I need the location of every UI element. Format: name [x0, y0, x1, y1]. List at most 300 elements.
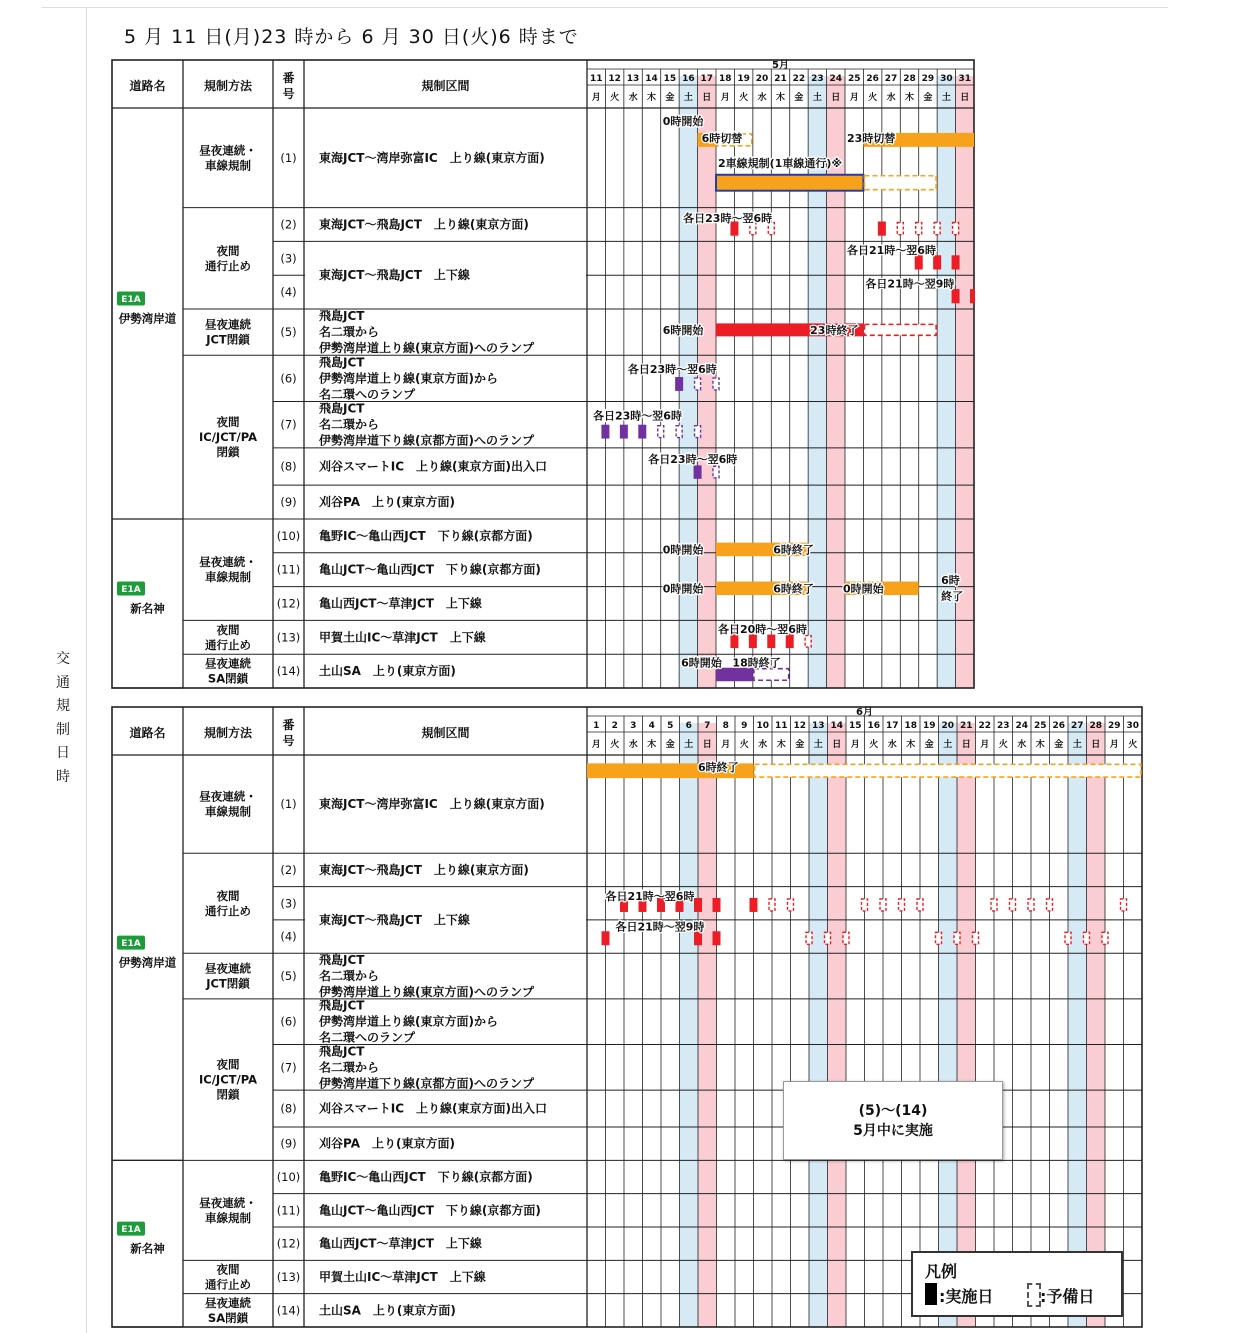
weekday-label: 日 — [702, 93, 712, 103]
weekday-label: 月 — [980, 740, 990, 750]
method-label: 昼夜連続・ — [199, 1195, 257, 1210]
route-badge-text: E1A — [121, 584, 141, 595]
page-divider — [42, 7, 1168, 8]
month-label: 6月 — [856, 707, 873, 718]
section-label: 伊勢湾岸道上り線(東京方面)へのランプ — [319, 985, 534, 1000]
reserve-day-mark — [676, 426, 682, 438]
saturday-column — [939, 723, 958, 1327]
reserve-day-mark — [991, 899, 997, 911]
section-label: 亀野IC～亀山西JCT 下り線(京都方面) — [319, 528, 533, 543]
schedule-note: 終了 — [941, 590, 964, 604]
row-number: (4) — [280, 285, 297, 300]
saturday-column — [809, 723, 828, 1327]
section-label: 亀野IC～亀山西JCT 下り線(京都方面) — [319, 1169, 533, 1184]
day-number: 19 — [922, 721, 936, 731]
weekday-label: 木 — [776, 740, 786, 750]
row-number: (14) — [276, 664, 301, 679]
actual-day-mark — [675, 377, 683, 391]
day-number: 30 — [1126, 721, 1140, 731]
day-number: 13 — [626, 74, 640, 84]
section-label: 刈谷PA 上り(東京方面) — [319, 495, 455, 510]
day-number: 24 — [1015, 721, 1029, 731]
implementation-note — [783, 1081, 1003, 1160]
weekday-label: 木 — [904, 93, 915, 103]
day-number: 23 — [811, 74, 824, 84]
legend-reserve-label: :予備日 — [1040, 1287, 1095, 1306]
weekday-label: 木 — [646, 93, 657, 103]
schedule-note: 各日23時～翌6時 — [593, 409, 682, 423]
weekday-label: 土 — [1072, 740, 1082, 750]
day-number: 21 — [959, 721, 973, 731]
method-label: 夜間 — [216, 622, 240, 637]
table-frame — [112, 707, 1142, 1327]
method-label: 車線規制 — [205, 804, 251, 819]
method-label: 夜間 — [216, 415, 240, 430]
row-number: (1) — [280, 797, 297, 812]
weekday-label: 火 — [739, 93, 749, 103]
legend — [911, 1251, 1123, 1317]
reserve-day-mark — [916, 222, 922, 234]
reserve-day-mark — [1028, 899, 1034, 911]
route-badge-text: E1A — [121, 294, 141, 305]
weekday-label: 日 — [831, 93, 841, 103]
day-number: 12 — [793, 721, 807, 731]
weekday-label: 水 — [887, 740, 897, 750]
schedule-note: 6時 — [941, 573, 960, 587]
method-label: SA閉鎖 — [207, 1310, 249, 1325]
method-label: 車線規制 — [205, 570, 251, 585]
actual-day-mark — [750, 898, 758, 912]
schedule-note: 6時開始 — [681, 656, 722, 670]
day-number: 20 — [941, 721, 955, 731]
schedule-note: 各日20時～翌6時 — [718, 622, 807, 636]
row-number: (1) — [280, 150, 297, 165]
day-number: 3 — [630, 721, 637, 731]
actual-day-mark — [694, 898, 702, 912]
section-label: 飛島JCT — [319, 401, 365, 416]
legend-title: 凡例 — [925, 1262, 958, 1281]
reserve-day-mark — [713, 466, 719, 477]
day-number: 6 — [685, 721, 692, 731]
actual-day-mark — [730, 635, 738, 649]
section-label: 甲賀土山IC～草津JCT 上下線 — [319, 630, 486, 645]
reserve-day-mark — [695, 426, 701, 438]
actual-day-mark — [601, 425, 609, 439]
section-label: 伊勢湾岸道上り線(東京方面)へのランプ — [319, 341, 534, 356]
method-label: IC/JCT/PA — [199, 430, 257, 445]
weekday-label: 火 — [1128, 740, 1138, 750]
method-label: JCT閉鎖 — [206, 976, 250, 991]
reserve-day-swatch — [1027, 1283, 1041, 1307]
method-label: 車線規制 — [205, 158, 251, 173]
day-number: 8 — [722, 721, 729, 731]
day-number: 22 — [792, 74, 806, 84]
actual-day-mark — [952, 289, 960, 303]
side-label: 交通規制日時 — [56, 651, 70, 785]
schedule-note: 23時終了 — [810, 323, 859, 337]
road-name: 新名神 — [130, 1241, 165, 1256]
method-label: 夜間 — [216, 1262, 240, 1277]
row-number: (14) — [276, 1303, 301, 1318]
day-number: 31 — [958, 74, 972, 84]
reserve-day-mark — [953, 222, 959, 234]
schedule-note: 各日21時～翌9時 — [865, 277, 955, 291]
weekday-label: 月 — [591, 93, 601, 103]
day-number: 18 — [718, 74, 732, 84]
reserve-day-mark — [897, 222, 903, 234]
day-number: 29 — [921, 74, 935, 84]
day-number: 22 — [978, 721, 992, 731]
section-label: 飛島JCT — [319, 1044, 365, 1059]
month-label: 5月 — [772, 60, 789, 71]
section-label: 亀山JCT～亀山西JCT 下り線(京都方面) — [319, 1203, 541, 1218]
section-label: 伊勢湾岸道上り線(東京方面)から — [319, 1014, 498, 1029]
header-number: 号 — [282, 734, 295, 748]
weekday-label: 月 — [721, 740, 731, 750]
day-number: 19 — [737, 74, 750, 84]
actual-day-mark — [694, 465, 702, 478]
day-number: 17 — [885, 721, 899, 731]
day-number: 29 — [1107, 721, 1121, 731]
actual-day-mark — [878, 221, 886, 235]
day-number: 27 — [884, 74, 898, 84]
method-label: 夜間 — [216, 243, 240, 258]
method-label: 閉鎖 — [216, 1087, 240, 1102]
row-number: (9) — [280, 495, 297, 510]
section-label: 飛島JCT — [319, 309, 365, 324]
schedule-note: 6時終了 — [773, 582, 814, 596]
section-label: 東海JCT～飛島JCT 上下線 — [319, 268, 470, 283]
weekday-label: 土 — [941, 93, 951, 103]
note-text: 5月中に実施 — [853, 1122, 933, 1139]
sunday-column — [828, 723, 847, 1327]
weekday-label: 月 — [850, 740, 860, 750]
header-section: 規制区間 — [421, 79, 470, 93]
weekday-label: 金 — [924, 740, 934, 750]
weekday-label: 金 — [665, 93, 675, 103]
schedule-note: 6時開始 — [662, 323, 704, 337]
method-label: 昼夜連続 — [205, 656, 251, 671]
row-number: (11) — [276, 562, 301, 577]
actual-period-bar — [716, 175, 863, 191]
weekday-label: 土 — [813, 740, 823, 750]
method-label: 夜間 — [216, 1057, 240, 1072]
actual-day-mark — [713, 898, 721, 912]
section-label: 名二環から — [319, 417, 380, 432]
reserve-period-bar — [754, 669, 789, 681]
actual-day-mark — [952, 255, 960, 269]
day-number: 24 — [829, 74, 843, 84]
weekday-label: 日 — [961, 740, 971, 750]
row-number: (6) — [280, 371, 297, 386]
weekday-label: 水 — [1017, 740, 1027, 750]
weekday-label: 木 — [775, 93, 786, 103]
method-label: 昼夜連続 — [205, 1295, 251, 1310]
day-number: 9 — [741, 721, 748, 731]
method-label: 閉鎖 — [216, 445, 240, 460]
section-label: 甲賀土山IC～草津JCT 上下線 — [319, 1269, 486, 1284]
weekday-label: 日 — [832, 740, 842, 750]
section-label: 伊勢湾岸道上り線(東京方面)から — [319, 371, 498, 386]
reserve-day-mark — [769, 899, 775, 911]
row-number: (3) — [280, 896, 297, 911]
schedule-note: 0時開始 — [662, 582, 704, 596]
method-label: 昼夜連続・ — [199, 143, 257, 158]
weekday-label: 金 — [795, 740, 805, 750]
row-number: (5) — [280, 325, 297, 340]
weekday-label: 月 — [720, 93, 730, 103]
day-number: 16 — [682, 74, 695, 84]
weekday-label: 木 — [906, 740, 916, 750]
weekday-label: 日 — [960, 93, 970, 103]
day-number: 4 — [648, 721, 655, 731]
reserve-day-mark — [1102, 932, 1108, 944]
row-number: (12) — [276, 596, 301, 611]
section-label: 東海JCT～湾岸弥富IC 上り線(東京方面) — [319, 150, 545, 165]
reserve-day-mark — [1065, 932, 1071, 944]
day-number: 5 — [667, 721, 674, 731]
header-number: 番 — [282, 718, 295, 732]
section-label: 亀山西JCT～草津JCT 上下線 — [319, 596, 482, 611]
method-label: 昼夜連続・ — [199, 789, 257, 804]
schedule-note: 6時終了 — [698, 760, 739, 774]
actual-day-mark — [767, 635, 775, 649]
section-label: 刈谷スマートIC 上り線(東京方面)出入口 — [319, 459, 548, 474]
weekday-label: 水 — [628, 740, 638, 750]
method-label: JCT閉鎖 — [206, 332, 250, 347]
actual-day-mark — [749, 635, 757, 649]
row-number: (13) — [276, 630, 301, 645]
method-label: 昼夜連続・ — [199, 555, 257, 570]
row-number: (2) — [280, 862, 297, 877]
section-label: 土山SA 上り(東京方面) — [319, 664, 456, 679]
reserve-day-mark — [1010, 899, 1016, 911]
section-label: 名二環から — [319, 1060, 380, 1075]
period-title: 5 月 11 日(月)23 時から 6 月 30 日(火)6 時まで — [124, 26, 579, 48]
day-number: 11 — [774, 721, 788, 731]
section-label: 東海JCT～飛島JCT 上り線(東京方面) — [319, 217, 529, 232]
reserve-day-mark — [1047, 899, 1053, 911]
reserve-day-mark — [934, 222, 940, 234]
weekday-label: 火 — [998, 740, 1008, 750]
row-number: (7) — [280, 417, 297, 432]
method-label: 通行止め — [205, 903, 251, 918]
header-method: 規制方法 — [203, 79, 253, 93]
day-number: 2 — [611, 721, 618, 731]
sunday-column — [1087, 723, 1106, 1327]
method-label: 通行止め — [205, 1277, 251, 1292]
weekday-label: 月 — [849, 93, 859, 103]
day-number: 17 — [700, 74, 714, 84]
day-number: 14 — [830, 721, 844, 731]
reserve-day-mark — [695, 378, 701, 390]
weekday-label: 土 — [684, 740, 694, 750]
row-number: (8) — [280, 459, 297, 474]
weekday-label: 日 — [702, 740, 712, 750]
row-number: (6) — [280, 1014, 297, 1029]
schedule-note: 各日23時～翌6時 — [627, 363, 717, 377]
reserve-day-mark — [899, 899, 905, 911]
reserve-period-bar — [755, 764, 1142, 777]
weekday-label: 月 — [1109, 740, 1119, 750]
day-number: 1 — [593, 721, 600, 731]
day-number: 21 — [774, 74, 787, 84]
section-label: 東海JCT～飛島JCT 上下線 — [319, 912, 470, 927]
reserve-day-mark — [1121, 899, 1127, 911]
reserve-day-mark — [843, 932, 849, 944]
day-number: 16 — [867, 721, 881, 731]
reserve-day-mark — [954, 932, 960, 944]
header-road: 道路名 — [129, 79, 166, 93]
weekday-label: 木 — [1035, 740, 1045, 750]
row-number: (10) — [276, 528, 301, 543]
day-number: 27 — [1070, 721, 1084, 731]
reserve-day-mark — [658, 426, 664, 438]
weekday-label: 月 — [591, 740, 601, 750]
day-number: 13 — [811, 721, 825, 731]
legend-actual-label: :実施日 — [939, 1287, 994, 1306]
row-number: (2) — [280, 217, 297, 232]
method-label: 夜間 — [216, 888, 240, 903]
method-label: 昼夜連続 — [205, 961, 251, 976]
road-name: 新名神 — [130, 601, 165, 616]
day-number: 25 — [1033, 721, 1047, 731]
reserve-day-mark — [936, 932, 942, 944]
weekday-label: 火 — [868, 93, 878, 103]
day-number: 26 — [866, 74, 879, 84]
row-number: (11) — [276, 1203, 301, 1218]
schedule-note: 6時切替 — [701, 131, 743, 145]
row-number: (5) — [280, 969, 297, 984]
reserve-day-mark — [713, 378, 719, 390]
schedule-note: 6時終了 — [773, 543, 814, 557]
section-label: 刈谷スマートIC 上り線(東京方面)出入口 — [319, 1101, 548, 1116]
header-road: 道路名 — [129, 726, 166, 740]
method-label: 通行止め — [205, 637, 251, 652]
saturday-column — [680, 723, 699, 1327]
actual-day-mark — [713, 931, 721, 945]
row-number: (9) — [280, 1136, 297, 1151]
actual-day-mark — [602, 931, 610, 945]
actual-period-bar — [716, 668, 753, 682]
day-number: 20 — [755, 74, 769, 84]
road-name: 伊勢湾岸道 — [118, 955, 177, 970]
weekday-label: 土 — [812, 93, 822, 103]
row-number: (12) — [276, 1236, 301, 1251]
reserve-day-mark — [805, 636, 811, 648]
schedule-note: 23時切替 — [847, 131, 896, 145]
schedule-note: 0時開始 — [843, 582, 884, 596]
weekday-label: 水 — [886, 93, 896, 103]
schedule-note: 0時開始 — [662, 114, 704, 128]
weekday-label: 金 — [1054, 740, 1064, 750]
section-label: 飛島JCT — [319, 998, 365, 1013]
row-number: (4) — [280, 929, 297, 944]
sunday-column — [957, 723, 976, 1327]
reserve-day-mark — [825, 932, 831, 944]
row-number: (7) — [280, 1060, 297, 1075]
method-label: 通行止め — [205, 258, 251, 273]
reserve-day-mark — [862, 899, 868, 911]
schedule-note: 2車線規制(1車線通行)※ — [718, 156, 843, 170]
section-label: 刈谷PA 上り(東京方面) — [319, 1136, 455, 1151]
row-number: (3) — [280, 251, 297, 266]
actual-day-mark — [620, 425, 628, 439]
header-number: 番 — [282, 71, 295, 85]
reserve-day-mark — [788, 899, 794, 911]
reserve-day-mark — [880, 899, 886, 911]
weekday-label: 火 — [739, 740, 749, 750]
section-label: 亀山西JCT～草津JCT 上下線 — [319, 1236, 482, 1251]
weekday-label: 金 — [665, 740, 675, 750]
section-label: 名二環へのランプ — [319, 1030, 416, 1045]
route-badge-text: E1A — [121, 1225, 141, 1236]
section-label: 飛島JCT — [319, 355, 365, 370]
weekday-label: 水 — [757, 93, 767, 103]
reserve-day-mark — [1084, 932, 1090, 944]
route-badge-text: E1A — [121, 939, 141, 950]
reserve-day-mark — [973, 932, 979, 944]
day-number: 14 — [645, 74, 658, 84]
weekday-label: 日 — [1091, 740, 1101, 750]
method-label: 昼夜連続 — [205, 317, 251, 332]
reserve-period-bar — [864, 176, 936, 190]
weekday-label: 火 — [869, 740, 879, 750]
actual-day-mark — [933, 255, 941, 269]
weekday-label: 金 — [923, 93, 933, 103]
method-label: 車線規制 — [205, 1210, 251, 1225]
weekday-label: 土 — [683, 93, 693, 103]
schedule-note: 各日23時～翌6時 — [648, 453, 738, 467]
method-label: SA閉鎖 — [207, 671, 249, 686]
sunday-column — [698, 723, 717, 1327]
schedule-note: 0時開始 — [662, 543, 704, 557]
day-number: 11 — [589, 74, 603, 84]
actual-day-swatch — [925, 1283, 937, 1305]
actual-day-mark — [915, 255, 923, 269]
method-label: IC/JCT/PA — [199, 1072, 257, 1087]
header-method: 規制方法 — [203, 726, 253, 740]
section-label: 飛島JCT — [319, 953, 365, 968]
actual-day-mark — [638, 425, 646, 439]
header-number: 号 — [282, 87, 295, 101]
schedule-note: 各日23時～翌6時 — [683, 211, 773, 225]
schedule-note: 各日21時～翌9時 — [615, 920, 705, 934]
section-label: 名二環から — [319, 325, 380, 340]
header-section: 規制区間 — [421, 726, 470, 740]
reserve-day-mark — [917, 899, 923, 911]
saturday-column — [1068, 723, 1087, 1327]
day-number: 28 — [1089, 721, 1103, 731]
schedule-note: 各日21時～翌6時 — [605, 889, 695, 903]
day-number: 25 — [847, 74, 861, 84]
actual-day-mark — [786, 635, 794, 649]
section-label: 伊勢湾岸道下り線(京都方面)へのランプ — [319, 433, 534, 448]
row-number: (10) — [276, 1169, 301, 1184]
day-number: 23 — [996, 721, 1010, 731]
weekday-label: 金 — [794, 93, 804, 103]
day-number: 12 — [608, 74, 621, 84]
schedule-table-may — [111, 59, 975, 689]
note-rows: (5)～(14) — [858, 1102, 928, 1119]
reserve-day-mark — [806, 932, 812, 944]
section-label: 東海JCT～飛島JCT 上り線(東京方面) — [319, 862, 529, 877]
schedule-note: 18時終了 — [732, 656, 781, 670]
reserve-period-bar — [864, 324, 936, 335]
row-number: (13) — [276, 1269, 301, 1284]
day-number: 26 — [1052, 721, 1066, 731]
weekday-label: 火 — [610, 740, 620, 750]
